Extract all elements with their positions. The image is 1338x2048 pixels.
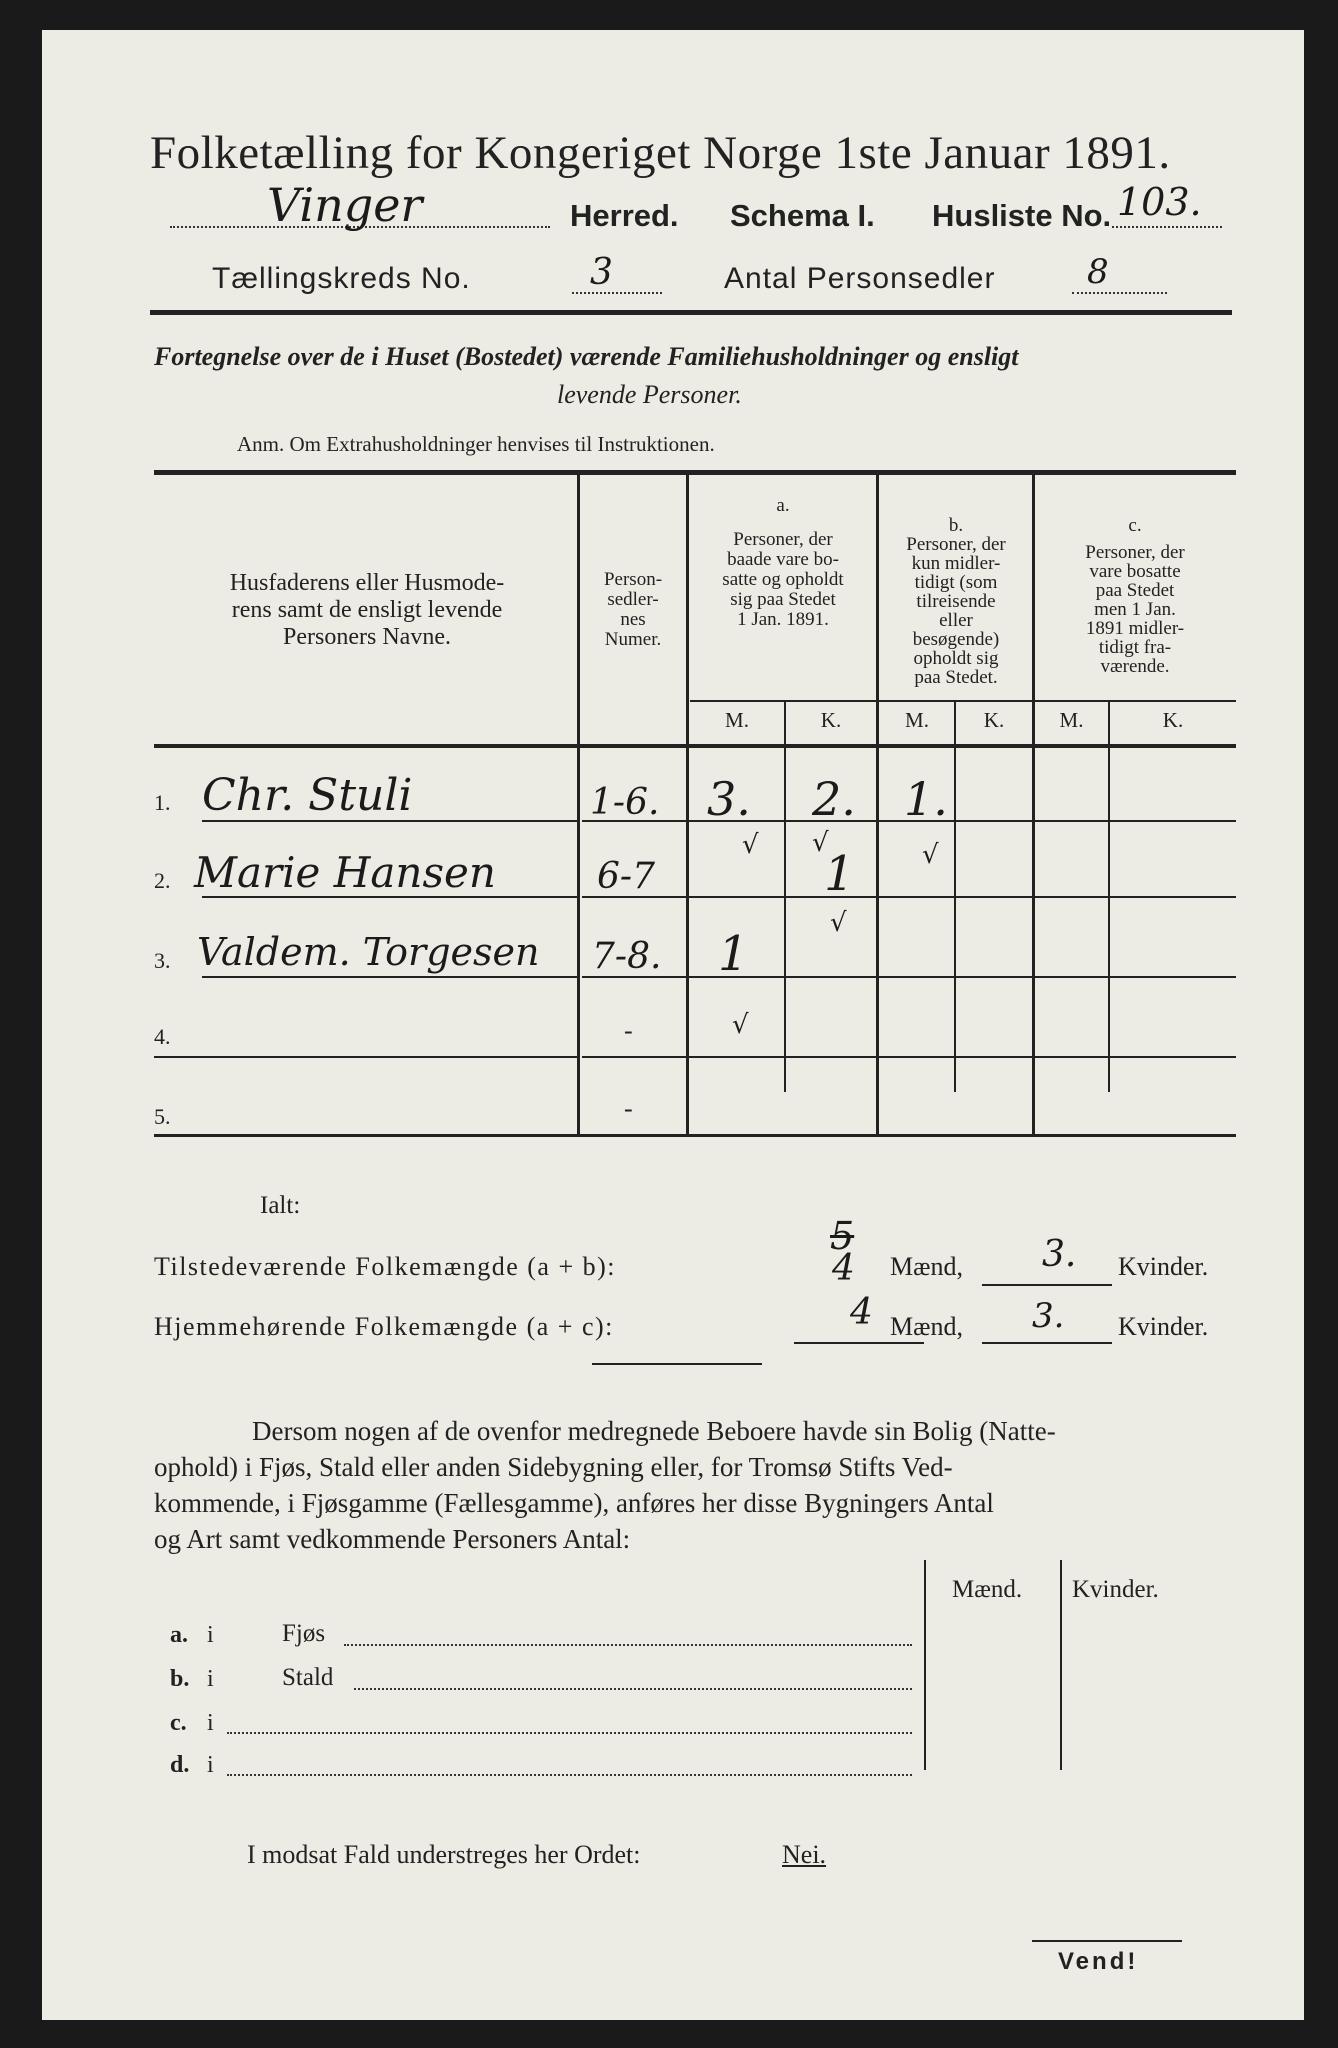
hjem-m-value: 4	[850, 1292, 873, 1333]
header-numer-line2: sedler-	[607, 589, 659, 610]
vline-3	[876, 475, 879, 1135]
header-names-line2: rens samt de ensligt levende	[231, 597, 503, 623]
header-col-b-line8: paa Stedet.	[914, 667, 998, 688]
para-line-1: Dersom nogen af de ovenfor medregnede Beboere havde sin Bolig (Natte-	[252, 1416, 1056, 1446]
header-col-b-line5: eller	[939, 610, 973, 631]
header-col-c-line4: men 1 Jan.	[1094, 599, 1176, 620]
header-numer-line4: Numer.	[604, 629, 662, 650]
census-form-page	[42, 30, 1304, 2020]
row-1-numer: 1-6.	[590, 782, 660, 823]
header-col-b-line3: tidigt (som	[914, 572, 998, 593]
header-rule	[150, 310, 1232, 315]
hjem-maend: Mænd,	[890, 1312, 963, 1341]
item-a-i: i	[207, 1622, 214, 1648]
item-c-i: i	[207, 1710, 214, 1736]
row-1-check-a-k: √	[812, 828, 829, 858]
hjem-m-underline	[794, 1342, 924, 1344]
row-rule-4	[154, 1056, 577, 1058]
row-1-check-a-m: √	[742, 830, 759, 860]
header-col-b-line6: besøgende)	[912, 629, 1000, 650]
table-top-rule	[154, 470, 1236, 475]
vend-rule	[1032, 1940, 1182, 1942]
hjem-label: Hjemmehørende Folkemængde (a + c):	[154, 1312, 614, 1341]
row-rule-3	[202, 976, 577, 978]
intro-line-2: levende Personer.	[557, 380, 742, 409]
row-3-numer: 7-8.	[592, 936, 662, 977]
row-1-check-b-m: √	[922, 840, 939, 870]
row-4-number: 4.	[154, 1024, 171, 1049]
separator-short	[592, 1363, 762, 1365]
row-2-numer: 6-7	[597, 856, 655, 897]
header-col-b-line2: kun midler-	[911, 553, 1001, 574]
header-numer-line3: nes	[620, 609, 646, 630]
row-rule-3b	[582, 976, 1236, 978]
hjem-k-underline	[982, 1342, 1112, 1344]
header-col-c	[1035, 516, 1235, 676]
row-2-name: Marie Hansen	[194, 848, 496, 897]
c-k-label: K.	[1162, 708, 1184, 732]
ialt-label: Ialt:	[260, 1192, 301, 1219]
row-2-a-k: 1	[824, 846, 855, 902]
item-d-i: i	[207, 1752, 214, 1778]
header-numer	[580, 570, 686, 650]
hjem-k-value: 3.	[1032, 1296, 1065, 1336]
header-col-b-line1: Personer, der	[906, 534, 1006, 555]
header-numer-line1: Person-	[603, 569, 663, 590]
herred-value: Vinger	[267, 178, 423, 232]
modsat-text: I modsat Fald understreges her Ordet:	[247, 1840, 641, 1869]
row-4-numer: -	[624, 1016, 633, 1045]
header-col-a-line4: sig paa Stedet	[730, 589, 836, 610]
c-m-label: M.	[1059, 708, 1084, 732]
header-col-a-letter: a.	[776, 495, 790, 516]
table-head-rule	[154, 744, 1236, 748]
header-col-a	[690, 496, 876, 630]
vline-2	[686, 475, 689, 1135]
hjem-kvinder: Kvinder.	[1118, 1312, 1209, 1341]
form-title: Folketælling for Kongeriget Norge 1ste Januar 1891.	[150, 127, 1171, 179]
row-3-a-m: 1	[718, 926, 749, 982]
header-col-c-line3: paa Stedet	[1095, 580, 1175, 601]
row-1-b-m: 1.	[904, 772, 948, 826]
b-k-label: K.	[983, 708, 1005, 732]
item-b-letter: b.	[170, 1666, 190, 1692]
tilst-maend: Mænd,	[890, 1252, 963, 1281]
item-b-label: Stald	[282, 1664, 334, 1691]
husliste-value: 103.	[1117, 180, 1202, 224]
vend-label: Vend!	[1058, 1948, 1139, 1975]
header-col-a-line1: Personer, der	[733, 529, 833, 550]
tilst-label: Tilstedeværende Folkemængde (a + b):	[154, 1252, 616, 1281]
header-col-c-line7: værende.	[1100, 656, 1170, 677]
header-col-b	[880, 516, 1032, 687]
tilst-kvinder: Kvinder.	[1118, 1252, 1209, 1281]
kreds-label: Tællingskreds No.	[212, 262, 471, 295]
tilst-m-struck: 5	[830, 1214, 855, 1258]
schema-label: Schema I.	[730, 198, 875, 233]
header-col-c-letter: c.	[1128, 515, 1142, 536]
header-col-b-letter: b.	[948, 515, 964, 536]
bottom-vline-2	[1060, 1560, 1062, 1770]
para-line-4: og Art samt vedkommende Personers Antal:	[154, 1524, 631, 1554]
header-col-c-line6: tidigt fra-	[1098, 637, 1172, 658]
item-a-dots	[344, 1644, 912, 1646]
item-d-letter: d.	[170, 1752, 190, 1778]
kreds-dotted-line	[572, 292, 662, 294]
husliste-label: Husliste No.	[932, 198, 1112, 233]
item-a-letter: a.	[170, 1622, 188, 1648]
row-3-name: Valdem. Torgesen	[197, 930, 540, 974]
intro-line-1: Fortegnelse over de i Huset (Bostedet) værende Familiehusholdninger og ensligt	[154, 342, 1019, 371]
para-line-3: kommende, i Fjøsgamme (Fællesgamme), anføres her disse Bygningers Antal	[154, 1488, 994, 1518]
husliste-dotted-line	[1112, 226, 1222, 228]
header-col-b-line4: tilreisende	[916, 591, 996, 612]
header-names-line1: Husfaderens eller Husmode-	[229, 570, 505, 596]
row-rule-2b	[582, 896, 1236, 898]
row-2-check-a-k: √	[830, 908, 847, 938]
row-1-name: Chr. Stuli	[202, 770, 413, 821]
row-1-number: 1.	[154, 790, 171, 815]
kreds-value: 3	[590, 252, 613, 293]
header-col-b-line7: opholdt sig	[913, 648, 999, 669]
header-col-c-line1: Personer, der	[1085, 542, 1185, 563]
row-5-number: 5.	[154, 1104, 171, 1129]
table-bottom-rule	[154, 1134, 1236, 1137]
header-col-a-line3: satte og opholdt	[722, 569, 844, 590]
header-names	[167, 570, 567, 651]
header-col-c-line5: 1891 midler-	[1085, 618, 1185, 639]
mk-top-rule	[690, 700, 1236, 702]
herred-label: Herred.	[570, 198, 679, 233]
row-1-a-k: 2.	[812, 772, 856, 826]
nei-word: Nei.	[782, 1840, 827, 1869]
header-col-a-line5: 1 Jan. 1891.	[737, 609, 829, 630]
antal-value: 8	[1087, 252, 1109, 292]
row-rule-4b	[582, 1056, 1236, 1058]
item-d-dots	[227, 1774, 912, 1776]
antal-dotted-line	[1072, 292, 1167, 294]
row-1-a-m: 3.	[707, 772, 751, 826]
item-b-dots	[354, 1688, 912, 1690]
header-names-line3: Personers Navne.	[283, 624, 451, 650]
anm-note: Anm. Om Extrahusholdninger henvises til Instruktionen.	[237, 432, 715, 456]
tilst-k-value: 3.	[1042, 1234, 1077, 1275]
antal-label: Antal Personsedler	[724, 262, 996, 295]
item-a-label: Fjøs	[282, 1620, 326, 1647]
item-c-dots	[227, 1732, 912, 1734]
tilst-k-underline	[982, 1284, 1112, 1286]
row-2-number: 2.	[154, 868, 171, 893]
bottom-col-kvinder: Kvinder.	[1072, 1576, 1159, 1603]
bottom-vline-1	[924, 1560, 926, 1770]
bottom-col-maend: Mænd.	[952, 1576, 1023, 1603]
header-col-c-line2: vare bosatte	[1089, 561, 1181, 582]
header-col-a-line2: baade vare bo-	[727, 549, 839, 570]
a-m-label: M.	[725, 708, 749, 732]
item-c-letter: c.	[170, 1710, 187, 1736]
row-3-number: 3.	[154, 948, 171, 973]
row-5-numer: -	[624, 1094, 633, 1123]
a-k-label: K.	[820, 708, 842, 732]
b-m-label: M.	[905, 708, 929, 732]
item-b-i: i	[207, 1666, 214, 1692]
tilst-m-value: 4	[832, 1248, 855, 1289]
para-line-2: ophold) i Fjøs, Stald eller anden Sidebygning eller, for Tromsø Stifts Ved-	[154, 1452, 953, 1482]
row-3-check-a-m: √	[732, 1010, 749, 1040]
